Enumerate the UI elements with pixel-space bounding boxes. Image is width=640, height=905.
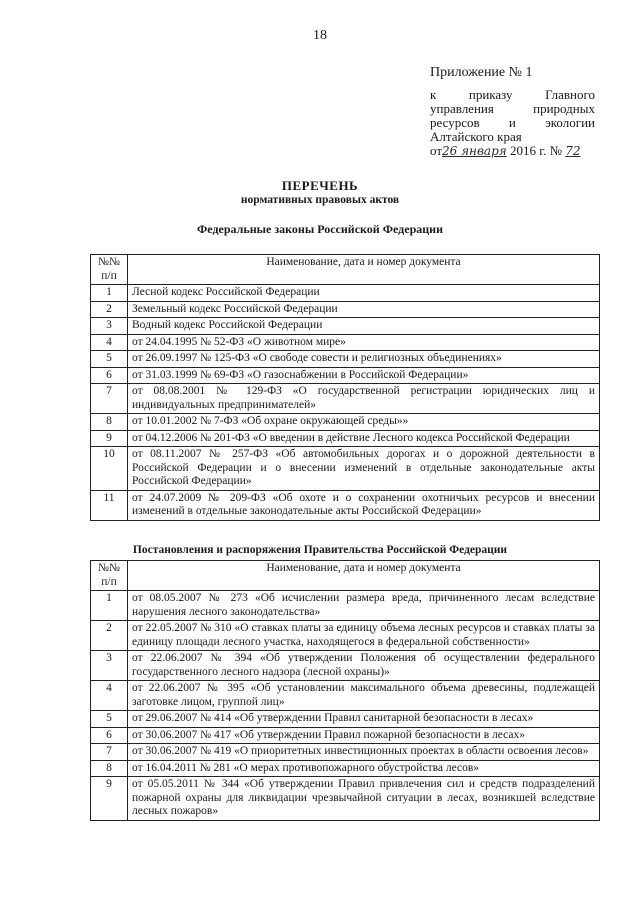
table-row — [91, 301, 600, 318]
row-number: 5 — [91, 351, 128, 368]
row-number: 8 — [91, 760, 128, 777]
row-document-name: Земельный кодекс Российской Федерации — [128, 301, 600, 318]
appendix-line: Алтайского края — [430, 129, 522, 144]
row-document-name: от 24.07.2009 № 209-ФЗ «Об охоте и о сохранении охотничьих ресурсов и внесении изменений в отдельные законодательные акты Российской Федерации» — [128, 490, 600, 520]
row-number: 9 — [91, 777, 128, 821]
table-row — [91, 760, 600, 777]
row-document-name: от 08.11.2007 № 257-ФЗ «Об автомобильных дорогах и о дорожной деятельности в Российской Федерации и о внесении изменений в отдельные законодательные акты Российской Федерации» — [128, 447, 600, 491]
document-title: ПЕРЕЧЕНЬ — [281, 178, 359, 193]
row-document-name: от 10.01.2002 № 7-ФЗ «Об охране окружающей среды»» — [128, 414, 600, 431]
government-decrees-table — [90, 560, 600, 821]
row-document-name: от 22.05.2007 № 310 «О ставках платы за единицу объема лесных ресурсов и ставках платы за единицу площади лесного участка, находящегося в федеральной собственности» — [128, 621, 600, 651]
row-number: 7 — [91, 744, 128, 761]
row-number: 6 — [91, 367, 128, 384]
row-document-name: от 26.09.1997 № 125-ФЗ «О свободе совести и религиозных объединениях» — [128, 351, 600, 368]
table-row — [91, 744, 600, 761]
row-document-name: от 08.05.2007 № 273 «Об исчислении размера вреда, причиненного лесам вследствие нарушения лесного законодательства» — [128, 591, 600, 621]
header-number: №№ п/п — [91, 561, 128, 591]
table-row — [91, 318, 600, 335]
row-document-name: от 31.03.1999 № 69-ФЗ «О газоснабжении в Российской Федерации» — [128, 367, 600, 384]
table-row — [91, 447, 600, 491]
row-document-name: Лесной кодекс Российской Федерации — [128, 285, 600, 302]
table-row — [91, 414, 600, 431]
section-title-federal-laws: Федеральные законы Российской Федерации — [197, 222, 443, 236]
header-number: №№ п/п — [91, 255, 128, 285]
federal-laws-body — [91, 285, 600, 521]
section-title-government-decrees: Постановления и распоряжения Правительства Российской Федерации — [132, 544, 508, 556]
header-name: Наименование, дата и номер документа — [128, 561, 600, 591]
table-row — [91, 727, 600, 744]
date-year: 2016 г. № — [506, 143, 566, 158]
row-number: 9 — [91, 430, 128, 447]
table-row — [91, 711, 600, 728]
table-row — [91, 651, 600, 681]
table-row — [91, 430, 600, 447]
row-number: 2 — [91, 621, 128, 651]
table-row — [91, 777, 600, 821]
handwritten-number: 72 — [565, 144, 581, 158]
row-number: 8 — [91, 414, 128, 431]
appendix-line: ресурсов и экологии — [430, 115, 595, 130]
table-row — [91, 591, 600, 621]
row-number: 1 — [91, 591, 128, 621]
row-number: 4 — [91, 681, 128, 711]
row-document-name: от 30.06.2007 № 419 «О приоритетных инвестиционных проектах в области освоения лесов» — [128, 744, 600, 761]
row-document-name: от 22.06.2007 № 394 «Об утверждении Положения об осуществлении федерального государственного лесного надзора (лесной охраны)» — [128, 651, 600, 681]
header-name: Наименование, дата и номер документа — [128, 255, 600, 285]
row-number: 3 — [91, 318, 128, 335]
row-number: 6 — [91, 727, 128, 744]
row-document-name: от 04.12.2006 № 201-ФЗ «О введении в действие Лесного кодекса Российской Федерации — [128, 430, 600, 447]
appendix-line: к приказу Главного — [430, 87, 595, 102]
handwritten-date: 26 января — [442, 144, 507, 158]
appendix-block — [430, 66, 595, 158]
table-row — [91, 285, 600, 302]
row-number: 3 — [91, 651, 128, 681]
row-number: 11 — [91, 490, 128, 520]
row-document-name: от 24.04.1995 № 52-ФЗ «О животном мире» — [128, 334, 600, 351]
appendix-date — [430, 144, 595, 158]
row-document-name: от 30.06.2007 № 417 «Об утверждении Правил пожарной безопасности в лесах» — [128, 727, 600, 744]
row-document-name: от 16.04.2011 № 281 «О мерах противопожарного обустройства лесов» — [128, 760, 600, 777]
table-header-row — [91, 255, 600, 285]
row-document-name: от 08.08.2001 № 129-ФЗ «О государственной регистрации юридических лиц и индивидуальных предпринимателей» — [128, 384, 600, 414]
table-row — [91, 681, 600, 711]
page-number: 18 — [313, 28, 327, 43]
government-decrees-body — [91, 591, 600, 821]
table-row — [91, 490, 600, 520]
table-row — [91, 384, 600, 414]
row-document-name: от 22.06.2007 № 395 «Об установлении максимального объема древесины, подлежащей заготовке лицом, группой лиц» — [128, 681, 600, 711]
table-row — [91, 351, 600, 368]
table-row — [91, 334, 600, 351]
row-number: 4 — [91, 334, 128, 351]
row-number: 10 — [91, 447, 128, 491]
row-document-name: Водный кодекс Российской Федерации — [128, 318, 600, 335]
date-prefix: от — [430, 143, 443, 158]
row-number: 2 — [91, 301, 128, 318]
row-document-name: от 05.05.2011 № 344 «Об утверждении Правил привлечения сил и средств подразделений пожарной охраны для ликвидации чрезвычайной ситуации в лесах, возникшей вследствие лесных пожаров» — [128, 777, 600, 821]
row-number: 1 — [91, 285, 128, 302]
table-row — [91, 621, 600, 651]
table-header-row — [91, 561, 600, 591]
table-row — [91, 367, 600, 384]
row-document-name: от 29.06.2007 № 414 «Об утверждении Правил санитарной безопасности в лесах» — [128, 711, 600, 728]
row-number: 7 — [91, 384, 128, 414]
federal-laws-table — [90, 254, 600, 521]
appendix-title: Приложение № 1 — [430, 65, 533, 80]
appendix-line: управления природных — [430, 101, 595, 116]
document-subtitle: нормативных правовых актов — [240, 194, 400, 206]
row-number: 5 — [91, 711, 128, 728]
